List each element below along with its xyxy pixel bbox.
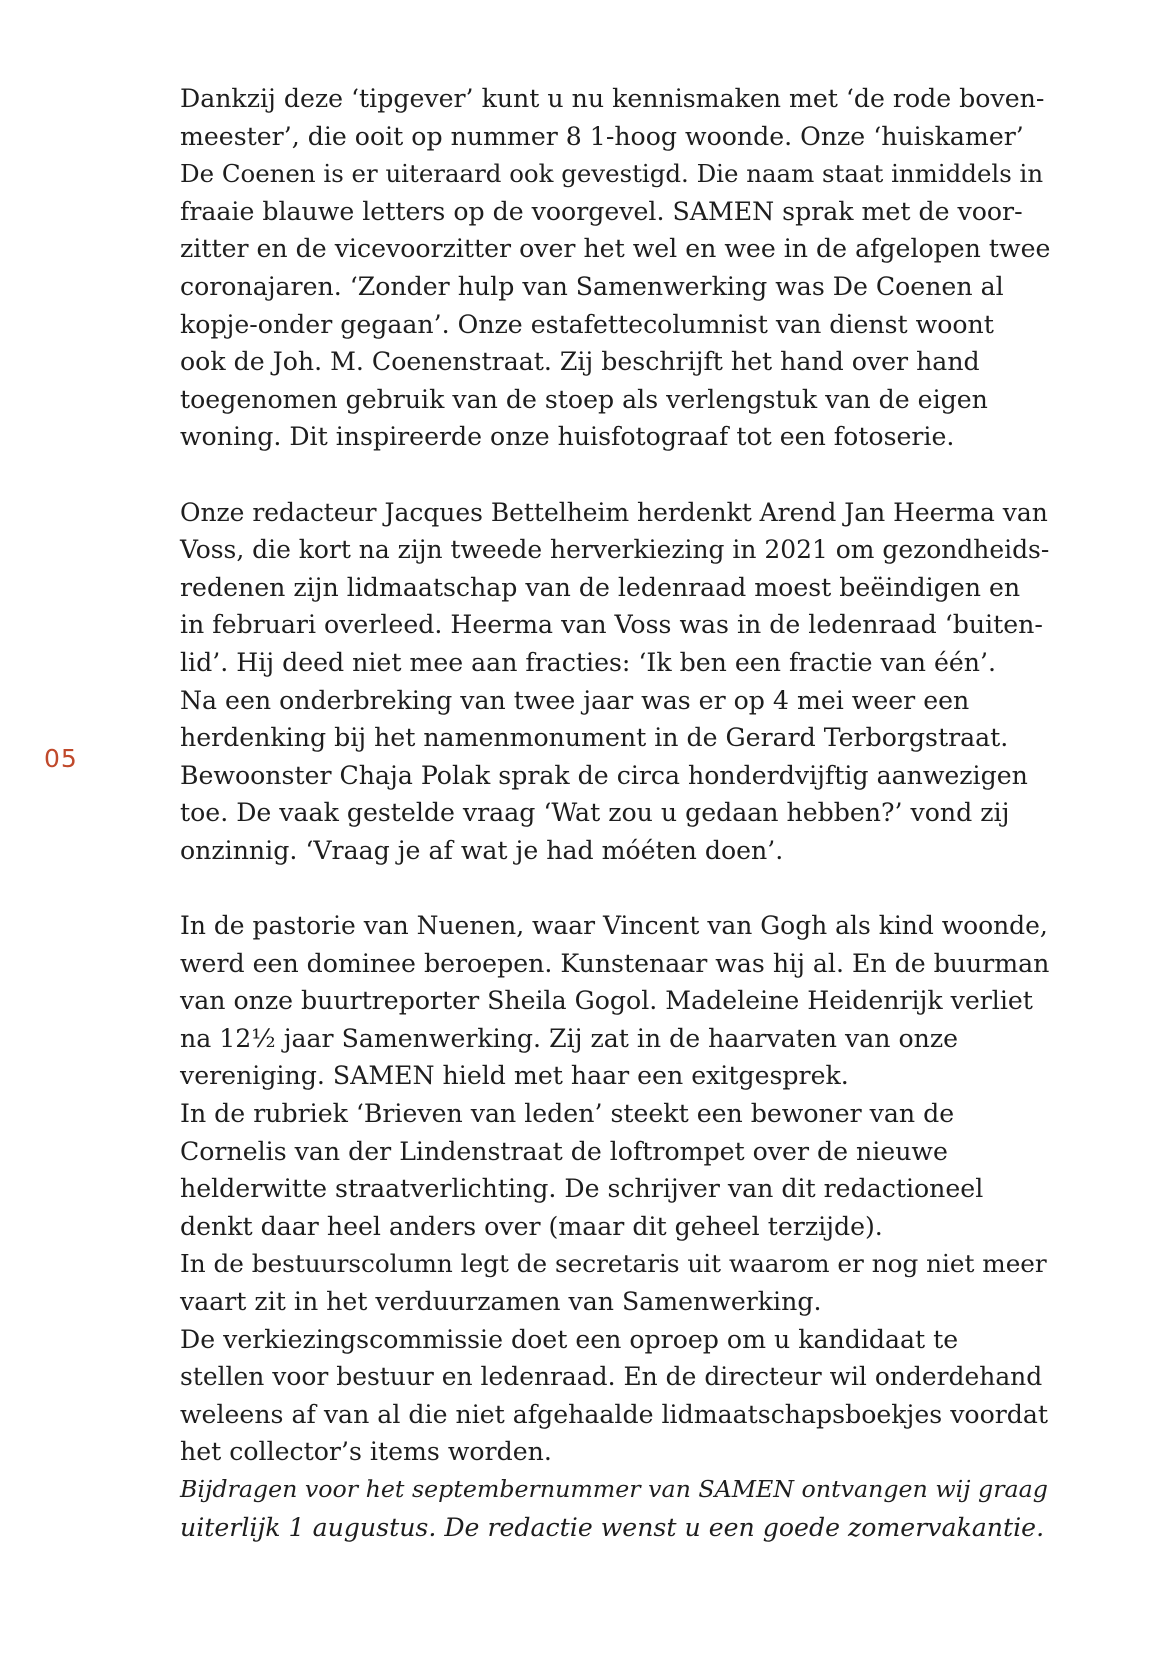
text-line: denkt daar heel anders over (maar dit geheel terzijde). — [180, 1211, 883, 1241]
text-line: fraaie blauwe letters op de voorgevel. SAMEN sprak met de voor- — [180, 196, 1023, 226]
text-line: van onze buurtreporter Sheila Gogol. Madeleine Heidenrijk verliet — [180, 986, 1033, 1016]
text-line: De Coenen is er uiteraard ook gevestigd. Die naam staat inmiddels in — [180, 159, 1044, 189]
text-line: Voss, die kort na zijn tweede herverkiezing in 2021 om gezondheids- — [180, 535, 1050, 565]
text-line: toe. De vaak gestelde vraag ‘Wat zou u gedaan hebben?’ vond zij — [180, 798, 1010, 828]
paragraph-gap — [180, 869, 1050, 907]
text-line: kopje-onder gegaan’. Onze estafettecolumnist van dienst woont — [180, 309, 994, 339]
text-line: na 12½ jaar Samenwerking. Zij zat in de haarvaten van onze — [180, 1023, 959, 1053]
text-line: onzinnig. ‘Vraag je af wat je had móéten doen’. — [180, 835, 784, 865]
text-line: het collector’s items worden. — [180, 1437, 552, 1467]
text-line: redenen zijn lidmaatschap van de ledenraad moest beëindigen en — [180, 572, 1021, 602]
paragraph-gap — [180, 456, 1050, 494]
text-line: weleens af van al die niet afgehaalde lidmaatschapsboekjes voordat — [180, 1399, 1049, 1429]
text-line: Cornelis van der Lindenstraat de loftrompet over de nieuwe — [180, 1136, 948, 1166]
text-line: herdenking bij het namenmonument in de Gerard Terborgstraat. — [180, 723, 1009, 753]
text-line: Dankzij deze ‘tipgever’ kunt u nu kennismaken met ‘de rode boven- — [180, 84, 1045, 113]
text-line: zitter en de vicevoorzitter over het wel en wee in de afgelopen twee — [180, 234, 1051, 264]
text-line: De verkiezingscommissie doet een oproep om u kandidaat te — [180, 1324, 959, 1354]
text-line: toegenomen gebruik van de stoep als verlengstuk van de eigen — [180, 384, 988, 414]
text-line: Na een onderbreking van twee jaar was er op 4 mei weer een — [180, 685, 970, 715]
text-line: Onze redacteur Jacques Bettelheim herdenkt Arend Jan Heerma van — [180, 497, 1048, 527]
text-line: helderwitte straatverlichting. De schrijver van dit redactioneel — [180, 1174, 984, 1204]
text-line: ook de Joh. M. Coenenstraat. Zij beschrijft het hand over hand — [180, 347, 980, 377]
text-line: In de bestuurscolumn legt de secretaris uit waarom er nog niet meer — [180, 1249, 1047, 1279]
text-line: werd een dominee beroepen. Kunstenaar was hij al. En de buurman — [180, 948, 1050, 978]
text-line: lid’. Hij deed niet mee aan fracties: ‘Ik ben een fractie van één’. — [180, 647, 997, 677]
paragraph-2 — [180, 494, 1050, 870]
text-line: meester’, die ooit op nummer 8 1-hoog woonde. Onze ‘huiskamer’ — [180, 121, 1024, 151]
text-line: woning. Dit inspireerde onze huisfotograaf tot een fotoserie. — [180, 422, 955, 452]
paragraph-1 — [180, 80, 1050, 456]
text-line: In de pastorie van Nuenen, waar Vincent van Gogh als kind woonde, — [180, 911, 1048, 941]
text-line: in februari overleed. Heerma van Voss was in de ledenraad ‘buiten- — [180, 610, 1043, 640]
text-line: stellen voor bestuur en ledenraad. En de directeur wil onderdehand — [180, 1362, 1043, 1392]
text-line: coronajaren. ‘Zonder hulp van Samenwerking was De Coenen al — [180, 271, 1004, 301]
text-line: vaart zit in het verduurzamen van Samenwerking. — [180, 1287, 822, 1316]
page-number: 05 — [44, 744, 78, 773]
text-line: vereniging. SAMEN hield met haar een exitgesprek. — [180, 1061, 849, 1091]
body-text-column — [180, 80, 1050, 1546]
paragraph-3 — [180, 907, 1050, 1546]
italic-closing-line: uiterlijk 1 augustus. De redactie wenst u een goede zomervakantie. — [180, 1512, 1045, 1542]
text-line: Bewoonster Chaja Polak sprak de circa honderdvijftig aanwezigen — [180, 760, 1028, 790]
italic-closing-line: Bijdragen voor het septembernummer van SAMEN ontvangen wij graag — [180, 1474, 1048, 1503]
text-line: In de rubriek ‘Brieven van leden’ steekt een bewoner van de — [180, 1099, 955, 1129]
